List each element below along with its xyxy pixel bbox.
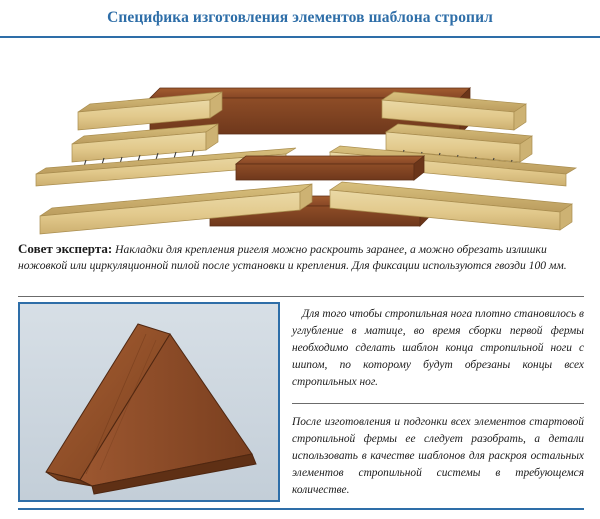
- lower-upper-beam: [236, 156, 424, 180]
- advice-divider: [18, 296, 584, 297]
- rafter-template-illustration: [0, 40, 600, 236]
- paragraph-2: После изготовления и подгонки всех элементов стартовой стропильной фермы ее следует разобрать, а детали использовать в качестве шаблонов для раскроя остальных элементов стропильной системы в требующемся количестве.: [292, 415, 584, 496]
- lower-left-plank-top: [40, 184, 312, 234]
- expert-advice-body: Накладки для крепления ригеля можно раскроить заранее, а можно обрезать излишки ножовкой или циркуляционной пилой после установки и крепления. Для фиксации используются гвозди 100 мм.: [18, 243, 567, 273]
- photo-svg: [20, 304, 278, 500]
- rafter-end-template-photo: [18, 302, 280, 502]
- expert-advice-block: [18, 240, 584, 275]
- title-rule-left: [0, 36, 20, 38]
- paragraph-1: Для того чтобы стропильная нога плотно становилось в углубление в матице, во время сборки первой фермы необходимо сделать шаблон конца стропильной ноги с шипом, по которому будут обрезаны концы всех стропильных ног.: [292, 308, 584, 389]
- right-text-column: [292, 306, 584, 499]
- page-title: Специфика изготовления элементов шаблона стропил: [107, 9, 493, 26]
- expert-advice-lead: Совет эксперта:: [18, 241, 113, 256]
- paragraph-divider: [292, 403, 584, 404]
- bottom-rule: [18, 508, 584, 510]
- illustration-svg: [0, 40, 600, 236]
